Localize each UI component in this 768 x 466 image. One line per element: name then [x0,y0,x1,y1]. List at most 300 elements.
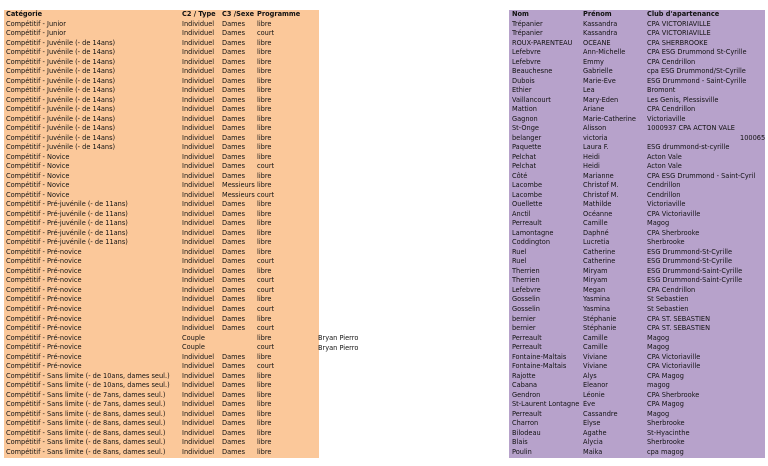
last-name-cell: Vaillancourt [512,95,551,104]
gender-cell: Dames [222,29,246,38]
type-cell: Individuel [182,105,215,114]
table-row [4,257,319,267]
type-cell: Individuel [182,143,215,152]
gender-cell: Dames [222,314,246,323]
program-cell: libre [257,371,272,380]
type-cell: Individuel [182,247,215,256]
category-cell: Compétitif - Juvénile (- de 14ans) [6,105,116,114]
first-name-cell: Léonie [583,390,605,399]
program-cell: libre [257,333,272,342]
category-cell: Compétitif - Juvénile (- de 14ans) [6,95,116,104]
first-name-cell: Alycia [583,438,603,447]
last-name-cell: Trépanier [512,19,543,28]
club-cell: CPA Sherbrooke [647,228,700,237]
first-name-cell: Emmy [583,57,604,66]
program-cell: court [257,285,275,294]
gender-cell: Messieurs [222,190,255,199]
club-cell: Cendrillon [647,190,681,199]
last-name-cell: Charron [512,419,539,428]
gender-cell: Dames [222,285,246,294]
table-row [4,248,319,258]
gender-cell: Dames [222,276,246,285]
table-row [4,448,319,458]
category-cell: Compétitif - Juvénile (- de 14ans) [6,133,116,142]
first-name-cell: Laura F. [583,143,609,152]
first-name-cell: Alisson [583,124,607,133]
program-cell: libre [257,124,272,133]
table-row [509,276,765,286]
program-cell: court [257,362,275,371]
last-name-cell: Ruel [512,247,527,256]
first-name-cell: Miryam [583,266,608,275]
table-row [4,115,319,125]
table-row [4,210,319,220]
type-cell: Individuel [182,324,215,333]
club-cell: cpa magog [647,447,684,456]
club-cell: ESG Drummond-Saint-Cyrille [647,266,743,275]
type-cell: Individuel [182,162,215,171]
table-row [509,29,765,39]
gender-cell: Dames [222,266,246,275]
first-name-cell: Stéphanie [583,314,617,323]
table-row [509,48,765,58]
last-name-cell: Fontaine-Maltais [512,362,567,371]
type-cell: Individuel [182,381,215,390]
table-row [509,181,765,191]
gender-cell: Dames [222,447,246,456]
category-cell: Compétitif - Sans limite (- de 8ans, dames seul.) [6,419,166,428]
gender-cell: Dames [222,409,246,418]
program-cell: court [257,162,275,171]
first-name-cell: Camille [583,343,608,352]
category-cell: Compétitif - Pré-novice [6,352,82,361]
program-cell: libre [257,219,272,228]
club-cell: Bromont [647,86,676,95]
first-name-cell: Camille [583,219,608,228]
program-cell: libre [257,314,272,323]
table-row [4,58,319,68]
club-cell: CPA SHERBROOKE [647,38,708,47]
first-name-cell: Gabrielle [583,67,613,76]
program-cell: libre [257,67,272,76]
first-name-cell: Maika [583,447,603,456]
type-cell: Individuel [182,276,215,285]
type-cell: Individuel [182,181,215,190]
gender-cell: Dames [222,133,246,142]
club-cell: Acton Vale [647,152,682,161]
program-cell: libre [257,200,272,209]
club-cell: ESG Drummond-Saint-Cyrille [647,276,743,285]
gender-cell: Dames [222,295,246,304]
last-name-cell: Beauchesne [512,67,553,76]
club-cell: Sherbrooke [647,419,685,428]
last-name-cell: Poulin [512,447,532,456]
type-cell: Individuel [182,133,215,142]
program-cell: court [257,276,275,285]
table-row [4,20,319,30]
type-cell: Individuel [182,76,215,85]
table-row [509,191,765,201]
first-name-cell: Miryam [583,276,608,285]
category-cell: Compétitif - Pré-novice [6,314,82,323]
table-row [4,372,319,382]
club-cell: CPA Magog [647,371,684,380]
program-cell: court [257,190,275,199]
first-name-cell: Yasmina [583,304,611,313]
first-name-cell: Yasmina [583,295,611,304]
club-cell: Sherbrooke [647,438,685,447]
category-cell: Compétitif - Juvénile (- de 14ans) [6,57,116,66]
category-cell: Compétitif - Novice [6,181,70,190]
last-name-cell: Therrien [512,266,540,275]
table-row [509,134,765,144]
gender-cell: Dames [222,324,246,333]
first-name-cell: Kassandra [583,19,618,28]
last-name-cell: Lefebvre [512,48,541,57]
first-name-cell: Viviane [583,362,608,371]
table-row [509,238,765,248]
type-cell: Individuel [182,114,215,123]
table-row [4,391,319,401]
club-cell: CPA ST. SÉBASTIEN [647,314,711,323]
gender-cell: Dames [222,48,246,57]
first-name-cell: OCÉANE [583,38,611,47]
type-cell: Individuel [182,38,215,47]
gender-cell: Dames [222,38,246,47]
table-row [509,20,765,30]
table-row [4,276,319,286]
table-row [509,372,765,382]
category-cell: Compétitif - Novice [6,190,70,199]
table-row [4,410,319,420]
program-cell: libre [257,86,272,95]
type-cell: Individuel [182,285,215,294]
category-cell: Compétitif - Sans limite (- de 10ans, dames seul.) [6,371,170,380]
club-cell: CPA ESG Drummond St-Cyrille [647,48,747,57]
gender-cell: Dames [222,381,246,390]
table-row [4,334,319,344]
first-name-cell: Catherine [583,257,616,266]
table-row [4,343,319,353]
category-cell: Compétitif - Pré-novice [6,285,82,294]
table-row [4,324,319,334]
gender-cell: Dames [222,76,246,85]
type-cell: Individuel [182,447,215,456]
category-cell: Compétitif - Pré-novice [6,247,82,256]
column-header: Programme [257,10,301,18]
table-row [509,286,765,296]
gender-cell: Dames [222,209,246,218]
club-cell: cpa ESG Drummond/St-Cyrille [647,67,746,76]
program-cell: libre [257,133,272,142]
last-name-cell: Gosselin [512,295,540,304]
type-cell: Individuel [182,419,215,428]
club-cell: CPA Cendrillon [647,105,696,114]
category-cell: Compétitif - Sans limite (- de 8ans, dames seul.) [6,447,166,456]
club-cell: Magog [647,343,670,352]
table-row [509,143,765,153]
category-cell: Compétitif - Juvénile (- de 14ans) [6,114,116,123]
table-row [509,77,765,87]
category-cell: Compétitif - Pré-novice [6,343,82,352]
table-row [4,181,319,191]
type-cell: Individuel [182,200,215,209]
type-cell: Individuel [182,428,215,437]
program-cell: libre [257,181,272,190]
program-cell: libre [257,143,272,152]
program-cell: libre [257,209,272,218]
table-row [509,115,765,125]
table-row [509,67,765,77]
category-cell: Compétitif - Pré-juvénile (- de 11ans) [6,209,128,218]
type-cell: Individuel [182,362,215,371]
type-cell: Individuel [182,19,215,28]
table-row [509,229,765,239]
program-cell: libre [257,57,272,66]
table-row [509,210,765,220]
table-row [509,105,765,115]
last-name-cell: Gagnon [512,114,538,123]
program-cell: libre [257,19,272,28]
last-name-cell: Ethier [512,86,532,95]
program-cell: libre [257,381,272,390]
program-cell: libre [257,48,272,57]
type-cell: Individuel [182,304,215,313]
program-cell: libre [257,238,272,247]
last-name-cell: Gendron [512,390,541,399]
table-row [509,58,765,68]
table-row [4,172,319,182]
gender-cell: Dames [222,219,246,228]
club-cell: CPA ST. SÉBASTIEN [647,324,711,333]
last-name-cell: Paquette [512,143,542,152]
type-cell: Individuel [182,409,215,418]
last-name-cell: Anctil [512,209,531,218]
header-row [509,10,765,20]
table-row [4,200,319,210]
last-name-cell: bernier [512,314,536,323]
first-name-cell: victoria [583,133,608,142]
first-name-cell: Ariane [583,105,605,114]
first-name-cell: Élyse [583,419,601,428]
category-cell: Compétitif - Sans limite (- de 7ans, dames seul.) [6,390,166,399]
table-row [509,248,765,258]
partner-name-note: Bryan Pierro [318,334,359,343]
last-name-cell: Lefebvre [512,285,541,294]
last-name-cell: Bilodeau [512,428,541,437]
table-row [4,86,319,96]
last-name-cell: Côté [512,171,528,180]
last-name-cell: Cabana [512,381,538,390]
gender-cell: Dames [222,67,246,76]
table-row [509,39,765,49]
program-cell: libre [257,438,272,447]
last-name-cell: St-Onge [512,124,539,133]
program-cell: libre [257,152,272,161]
table-row [509,334,765,344]
club-cell: 1000937 CPA ACTON VALE [647,124,735,133]
gender-cell: Dames [222,86,246,95]
club-cell: ESG Drummond-St-Cyrille [647,247,733,256]
first-name-cell: Viviane [583,352,608,361]
first-name-cell: Agathe [583,428,607,437]
first-name-cell: Stéphanie [583,324,617,333]
club-cell: Acton Vale [647,162,682,171]
program-cell: libre [257,114,272,123]
program-cell: libre [257,409,272,418]
type-cell: Individuel [182,86,215,95]
type-cell: Individuel [182,219,215,228]
first-name-cell: Ann-Michelle [583,48,626,57]
table-row [4,219,319,229]
first-name-cell: Marie-Ève [583,76,616,85]
program-cell: court [257,324,275,333]
category-cell: Compétitif - Junior [6,29,66,38]
type-cell: Individuel [182,238,215,247]
category-cell: Compétitif - Pré-juvénile (- de 11ans) [6,219,128,228]
gender-cell: Dames [222,114,246,123]
gender-cell: Dames [222,257,246,266]
last-name-cell: St-Laurent Lontagne [512,400,580,409]
column-header: C2 / Type [182,10,216,18]
last-name-cell: ROUX-PARENTEAU [512,38,573,47]
table-row [4,438,319,448]
category-cell: Compétitif - Juvénile (- de 14ans) [6,38,116,47]
type-cell: Individuel [182,295,215,304]
program-cell: libre [257,228,272,237]
first-name-cell: Heidi [583,162,600,171]
first-name-cell: Mathilde [583,200,612,209]
table-row [509,96,765,106]
column-header: C3 /Sexe [222,10,255,18]
type-cell: Individuel [182,48,215,57]
table-row [4,362,319,372]
first-name-cell: Mary-Eden [583,95,619,104]
last-name-cell: Ruel [512,257,527,266]
type-cell: Couple [182,343,205,352]
type-cell: Individuel [182,371,215,380]
gender-cell: Dames [222,400,246,409]
program-cell: libre [257,266,272,275]
gender-cell: Dames [222,19,246,28]
club-cell: St Sebastien [647,295,689,304]
category-cell: Compétitif - Novice [6,152,70,161]
last-name-cell: Mattion [512,105,537,114]
club-cell: CPA Cendrillon [647,57,696,66]
type-cell: Individuel [182,95,215,104]
program-cell: court [257,29,275,38]
table-row [4,191,319,201]
table-row [509,124,765,134]
category-cell: Compétitif - Pré-juvénile (- de 11ans) [6,200,128,209]
category-cell: Compétitif - Pré-novice [6,266,82,275]
gender-cell: Dames [222,228,246,237]
type-cell: Individuel [182,152,215,161]
category-cell: Compétitif - Pré-novice [6,276,82,285]
table-row [509,153,765,163]
category-cell: Compétitif - Juvénile (- de 14ans) [6,48,116,57]
last-name-cell: Gosselin [512,304,540,313]
gender-cell: Dames [222,371,246,380]
table-row [4,295,319,305]
table-row [4,96,319,106]
gender-cell: Dames [222,238,246,247]
gender-cell: Dames [222,304,246,313]
table-row [4,162,319,172]
category-cell: Compétitif - Pré-novice [6,257,82,266]
table-row [4,267,319,277]
last-name-cell: Ouellette [512,200,543,209]
type-cell: Individuel [182,67,215,76]
club-cell: Victoriaville [647,200,686,209]
table-row [4,238,319,248]
club-cell: CPA Victoriaville [647,362,701,371]
table-row [509,419,765,429]
gender-cell: Messieurs [222,181,255,190]
last-name-cell: Fontaine-Maltais [512,352,567,361]
first-name-cell: Marianne [583,171,614,180]
header-row [4,10,319,20]
first-name-cell: Catherine [583,247,616,256]
category-cell: Compétitif - Juvénile (- de 14ans) [6,76,116,85]
club-cell: CPA Sherbrooke [647,390,700,399]
category-cell: Compétitif - Novice [6,171,70,180]
club-cell: Victoriaville [647,114,686,123]
gender-cell: Dames [222,143,246,152]
program-cell: libre [257,95,272,104]
column-header: Prénom [583,10,612,18]
type-cell: Individuel [182,209,215,218]
table-row [4,419,319,429]
club-cell: CPA Magog [647,400,684,409]
column-header: Nom [512,10,529,18]
club-cell: ESG drummond-st-cyrille [647,143,730,152]
program-cell: libre [257,171,272,180]
club-cell: CPA VICTORIAVILLE [647,29,711,38]
gender-cell: Dames [222,162,246,171]
type-cell: Individuel [182,400,215,409]
table-row [4,48,319,58]
category-cell: Compétitif - Pré-novice [6,333,82,342]
table-row [4,229,319,239]
last-name-cell: Pelchat [512,162,537,171]
table-row [509,391,765,401]
last-name-cell: Lefebvre [512,57,541,66]
category-cell: Compétitif - Pré-novice [6,324,82,333]
table-row [509,362,765,372]
first-name-cell: Kassandra [583,29,618,38]
table-row [509,381,765,391]
partner-name-note: Bryan Pierro [318,343,359,352]
table-row [509,267,765,277]
program-cell: libre [257,419,272,428]
type-cell: Individuel [182,171,215,180]
gender-cell: Dames [222,419,246,428]
gender-cell: Dames [222,438,246,447]
skaters-table [509,10,765,458]
club-cell: CPA VICTORIAVILLE [647,19,711,28]
category-cell: Compétitif - Sans limite (- de 8ans, dames seul.) [6,409,166,418]
table-row [509,295,765,305]
club-cell: CPA ESG Drummond - Saint-Cyril [647,171,756,180]
type-cell: Individuel [182,352,215,361]
club-cell: Les Genis, Plessisville [647,95,719,104]
type-cell: Individuel [182,266,215,275]
program-cell: libre [257,247,272,256]
first-name-cell: Christof M. [583,181,619,190]
club-cell: magog [647,381,670,390]
club-cell: Magog [647,409,670,418]
